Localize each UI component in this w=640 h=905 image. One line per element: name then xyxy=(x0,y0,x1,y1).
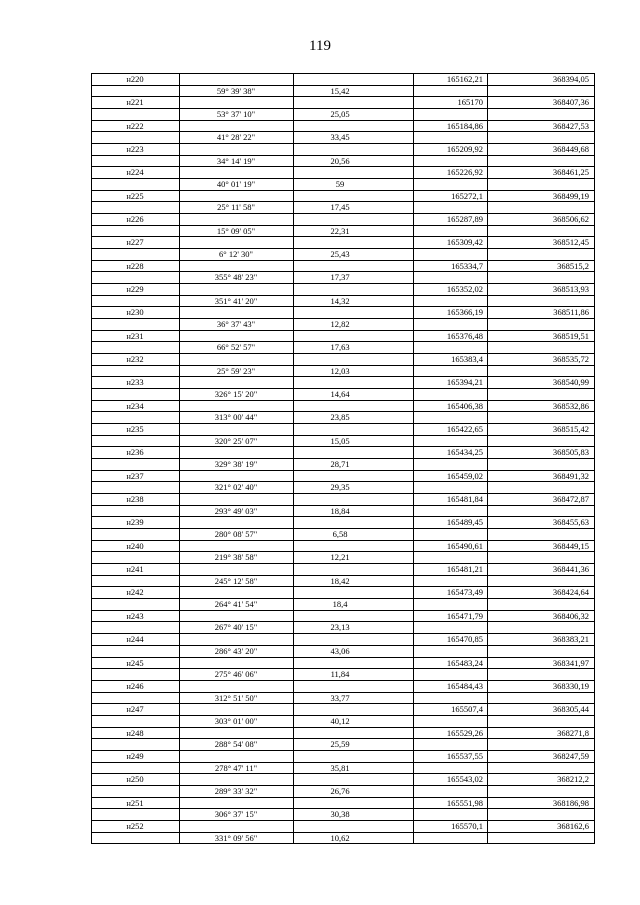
segment-length: 40,12 xyxy=(330,715,350,726)
segment-length: 18,84 xyxy=(330,505,350,516)
row-divider xyxy=(91,540,595,541)
row-divider xyxy=(91,738,595,739)
segment-length: 17,63 xyxy=(330,342,350,353)
segment-length: 43,06 xyxy=(330,645,350,656)
direction-angle: 355° 48' 23" xyxy=(214,272,258,283)
point-row xyxy=(91,447,595,458)
point-name: н248 xyxy=(126,727,144,738)
point-name: н250 xyxy=(126,774,144,785)
segment-row xyxy=(91,599,595,610)
row-divider xyxy=(91,85,595,86)
row-divider xyxy=(91,598,595,599)
segment-length: 15,42 xyxy=(330,85,350,96)
point-name: н251 xyxy=(126,797,144,808)
x-coordinate: 165490,61 xyxy=(446,540,483,551)
point-name: н221 xyxy=(126,97,144,108)
direction-angle: 320° 25' 07" xyxy=(214,435,258,446)
direction-angle: 59° 39' 38" xyxy=(216,85,256,96)
segment-length: 14,64 xyxy=(330,389,350,400)
x-coordinate: 165209,92 xyxy=(446,144,483,155)
point-row xyxy=(91,494,595,505)
row-divider xyxy=(91,551,595,552)
y-coordinate: 368506,62 xyxy=(552,214,589,225)
row-divider xyxy=(91,201,595,202)
direction-angle: 306° 37' 15" xyxy=(214,809,258,820)
row-divider xyxy=(91,353,595,354)
segment-length: 29,35 xyxy=(330,482,350,493)
x-coordinate: 165434,25 xyxy=(446,447,483,458)
coordinates-table xyxy=(91,73,595,844)
segment-row xyxy=(91,739,595,750)
segment-length: 33,77 xyxy=(330,692,350,703)
direction-angle: 267° 40' 15" xyxy=(214,622,258,633)
point-name: н235 xyxy=(126,424,144,435)
page-number: 119 xyxy=(309,38,331,54)
y-coordinate: 368407,36 xyxy=(552,97,589,108)
x-coordinate: 165537,55 xyxy=(446,750,483,761)
row-divider xyxy=(91,727,595,728)
row-divider xyxy=(91,645,595,646)
point-row xyxy=(91,144,595,155)
point-row xyxy=(91,821,595,832)
point-row xyxy=(91,97,595,108)
point-name: н241 xyxy=(126,564,144,575)
segment-row xyxy=(91,482,595,493)
direction-angle: 15° 09' 05" xyxy=(216,225,256,236)
y-coordinate: 368406,32 xyxy=(552,610,589,621)
segment-row xyxy=(91,786,595,797)
segment-length: 14,32 xyxy=(330,295,350,306)
direction-angle: 275° 46' 06" xyxy=(214,669,258,680)
x-coordinate: 165366,19 xyxy=(446,307,483,318)
point-row xyxy=(91,424,595,435)
column-divider xyxy=(91,73,92,843)
segment-length: 15,05 xyxy=(330,435,350,446)
point-row xyxy=(91,728,595,739)
direction-angle: 331° 09' 56" xyxy=(214,832,258,843)
row-divider xyxy=(91,458,595,459)
segment-row xyxy=(91,132,595,143)
point-name: н230 xyxy=(126,307,144,318)
point-name: н237 xyxy=(126,470,144,481)
segment-row xyxy=(91,109,595,120)
y-coordinate: 368511,86 xyxy=(553,307,589,318)
row-divider xyxy=(91,528,595,529)
row-divider xyxy=(91,283,595,284)
segment-length: 23,13 xyxy=(330,622,350,633)
point-name: н236 xyxy=(126,447,144,458)
direction-angle: 40° 01' 19" xyxy=(216,179,256,190)
segment-row xyxy=(91,319,595,330)
point-name: н234 xyxy=(126,400,144,411)
row-divider xyxy=(91,411,595,412)
point-name: н232 xyxy=(126,354,144,365)
x-coordinate: 165481,21 xyxy=(446,564,483,575)
point-name: н252 xyxy=(126,820,144,831)
segment-length: 18,4 xyxy=(332,599,348,610)
segment-row xyxy=(91,716,595,727)
segment-length: 35,81 xyxy=(330,762,350,773)
row-divider xyxy=(91,493,595,494)
point-name: н222 xyxy=(126,120,144,131)
point-row xyxy=(91,587,595,598)
point-row xyxy=(91,307,595,318)
direction-angle: 264° 41' 54" xyxy=(214,599,258,610)
point-name: н249 xyxy=(126,750,144,761)
direction-angle: 326° 15' 20" xyxy=(214,389,258,400)
row-divider xyxy=(91,341,595,342)
point-row xyxy=(91,237,595,248)
row-divider xyxy=(91,260,595,261)
row-divider xyxy=(91,516,595,517)
segment-length: 33,45 xyxy=(330,132,350,143)
row-divider xyxy=(91,120,595,121)
segment-length: 20,56 xyxy=(330,155,350,166)
point-name: н225 xyxy=(126,190,144,201)
segment-length: 18,42 xyxy=(330,575,350,586)
point-row xyxy=(91,634,595,645)
x-coordinate: 165422,65 xyxy=(446,424,483,435)
row-divider xyxy=(91,423,595,424)
row-divider xyxy=(91,155,595,156)
direction-angle: 53° 37' 10" xyxy=(216,109,256,119)
point-name: н243 xyxy=(126,610,144,621)
y-coordinate: 368424,64 xyxy=(552,587,589,598)
segment-length: 25,43 xyxy=(330,249,350,260)
y-coordinate: 368427,53 xyxy=(552,120,589,131)
point-name: н231 xyxy=(126,330,144,341)
point-name: н247 xyxy=(126,704,144,715)
y-coordinate: 368449,68 xyxy=(552,144,589,155)
segment-length: 25,59 xyxy=(330,739,350,750)
point-row xyxy=(91,354,595,365)
row-divider xyxy=(91,680,595,681)
segment-length: 25,05 xyxy=(330,109,350,119)
segment-length: 30,38 xyxy=(330,809,350,820)
y-coordinate: 368540,99 xyxy=(552,377,589,388)
row-divider xyxy=(91,563,595,564)
point-name: н240 xyxy=(126,540,144,551)
y-coordinate: 368499,19 xyxy=(552,190,589,201)
direction-angle: 303° 01' 00" xyxy=(214,715,258,726)
row-divider xyxy=(91,715,595,716)
row-divider xyxy=(91,248,595,249)
segment-length: 59 xyxy=(335,179,345,190)
point-row xyxy=(91,377,595,388)
segment-row xyxy=(91,412,595,423)
row-divider xyxy=(91,108,595,109)
y-coordinate: 368247,59 xyxy=(552,750,589,761)
y-coordinate: 368212,2 xyxy=(557,774,589,785)
x-coordinate: 165529,26 xyxy=(446,727,483,738)
x-coordinate: 165376,48 xyxy=(446,330,483,341)
x-coordinate: 165309,42 xyxy=(446,237,483,248)
row-divider xyxy=(91,610,595,611)
segment-length: 22,31 xyxy=(330,225,350,236)
segment-row xyxy=(91,389,595,400)
y-coordinate: 368162,6 xyxy=(557,820,589,831)
y-coordinate: 368505,83 xyxy=(552,447,589,458)
y-coordinate: 368515,42 xyxy=(552,424,589,435)
row-divider xyxy=(91,481,595,482)
x-coordinate: 165470,85 xyxy=(446,634,483,645)
direction-angle: 293° 49' 03" xyxy=(214,505,258,516)
row-divider xyxy=(91,330,595,331)
point-name: н227 xyxy=(126,237,144,248)
row-divider xyxy=(91,832,595,833)
point-name: н224 xyxy=(126,167,144,178)
column-divider xyxy=(179,73,180,843)
segment-row xyxy=(91,833,595,844)
point-row xyxy=(91,214,595,225)
direction-angle: 219° 38' 58" xyxy=(214,552,258,563)
y-coordinate: 368472,87 xyxy=(552,494,589,505)
row-divider xyxy=(91,797,595,798)
direction-angle: 286° 43' 20" xyxy=(214,645,258,656)
y-coordinate: 368519,51 xyxy=(552,330,589,341)
x-coordinate: 165507,4 xyxy=(451,704,483,715)
x-coordinate: 165170 xyxy=(457,97,483,108)
direction-angle: 25° 59' 23" xyxy=(216,365,256,376)
segment-length: 26,76 xyxy=(330,785,350,796)
x-coordinate: 165226,92 xyxy=(446,167,483,178)
row-divider xyxy=(91,271,595,272)
row-divider xyxy=(91,190,595,191)
direction-angle: 329° 38' 19" xyxy=(214,459,258,470)
segment-row xyxy=(91,529,595,540)
row-divider xyxy=(91,657,595,658)
point-name: н245 xyxy=(126,657,144,668)
y-coordinate: 368394,05 xyxy=(552,74,589,84)
x-coordinate: 165383,4 xyxy=(451,354,483,365)
segment-length: 23,85 xyxy=(330,412,350,423)
row-divider xyxy=(91,178,595,179)
point-name: н233 xyxy=(126,377,144,388)
y-coordinate: 368513,93 xyxy=(552,284,589,295)
point-row xyxy=(91,681,595,692)
point-row xyxy=(91,704,595,715)
direction-angle: 6° 12' 30" xyxy=(219,249,253,260)
segment-row xyxy=(91,646,595,657)
x-coordinate: 165272,1 xyxy=(451,190,483,201)
point-name: н242 xyxy=(126,587,144,598)
x-coordinate: 165334,7 xyxy=(451,260,483,271)
y-coordinate: 368512,45 xyxy=(552,237,589,248)
point-row xyxy=(91,751,595,762)
row-divider xyxy=(91,773,595,774)
point-row xyxy=(91,517,595,528)
row-divider xyxy=(91,318,595,319)
direction-angle: 245° 12' 58" xyxy=(214,575,258,586)
row-divider xyxy=(91,668,595,669)
row-divider xyxy=(91,575,595,576)
point-row xyxy=(91,167,595,178)
segment-length: 6,58 xyxy=(332,529,348,540)
segment-row xyxy=(91,342,595,353)
column-divider xyxy=(487,73,488,843)
x-coordinate: 165484,43 xyxy=(446,680,483,691)
segment-length: 17,37 xyxy=(330,272,350,283)
y-coordinate: 368341,97 xyxy=(552,657,589,668)
row-divider xyxy=(91,785,595,786)
point-name: н229 xyxy=(126,284,144,295)
point-row xyxy=(91,774,595,785)
row-divider xyxy=(91,213,595,214)
row-divider xyxy=(91,586,595,587)
row-divider xyxy=(91,446,595,447)
x-coordinate: 165406,38 xyxy=(446,400,483,411)
row-divider xyxy=(91,762,595,763)
x-coordinate: 165162,21 xyxy=(446,74,483,84)
y-coordinate: 368515,2 xyxy=(557,260,589,271)
row-divider xyxy=(91,295,595,296)
x-coordinate: 165551,98 xyxy=(446,797,483,808)
direction-angle: 280° 08' 57" xyxy=(214,529,258,540)
y-coordinate: 368535,72 xyxy=(552,354,589,365)
y-coordinate: 368441,36 xyxy=(552,564,589,575)
segment-length: 10,62 xyxy=(330,832,350,843)
point-name: н228 xyxy=(126,260,144,271)
y-coordinate: 368383,21 xyxy=(552,634,589,645)
direction-angle: 41° 28' 22" xyxy=(216,132,256,143)
point-name: н246 xyxy=(126,680,144,691)
row-divider xyxy=(91,703,595,704)
segment-row xyxy=(91,179,595,190)
direction-angle: 351° 41' 20" xyxy=(214,295,258,306)
y-coordinate: 368305,44 xyxy=(552,704,589,715)
segment-row xyxy=(91,622,595,633)
point-name: н238 xyxy=(126,494,144,505)
row-divider xyxy=(91,73,595,74)
row-divider xyxy=(91,166,595,167)
row-divider xyxy=(91,306,595,307)
row-divider xyxy=(91,435,595,436)
column-divider xyxy=(413,73,414,843)
x-coordinate: 165184,86 xyxy=(446,120,483,131)
segment-length: 12,21 xyxy=(330,552,350,563)
column-divider xyxy=(293,73,294,843)
row-divider xyxy=(91,692,595,693)
row-divider xyxy=(91,376,595,377)
row-divider xyxy=(91,400,595,401)
y-coordinate: 368186,98 xyxy=(552,797,589,808)
segment-row xyxy=(91,693,595,704)
y-coordinate: 368461,25 xyxy=(552,167,589,178)
direction-angle: 289° 33' 32" xyxy=(214,785,258,796)
x-coordinate: 165459,02 xyxy=(446,470,483,481)
x-coordinate: 165473,49 xyxy=(446,587,483,598)
row-divider xyxy=(91,96,595,97)
x-coordinate: 165471,79 xyxy=(446,610,483,621)
segment-length: 17,45 xyxy=(330,202,350,213)
row-divider xyxy=(91,621,595,622)
point-name: н244 xyxy=(126,634,144,645)
x-coordinate: 165543,02 xyxy=(446,774,483,785)
x-coordinate: 165352,02 xyxy=(446,284,483,295)
y-coordinate: 368330,19 xyxy=(552,680,589,691)
point-name: н223 xyxy=(126,144,144,155)
segment-length: 28,71 xyxy=(330,459,350,470)
segment-row xyxy=(91,272,595,283)
row-divider xyxy=(91,750,595,751)
point-row xyxy=(91,658,595,669)
point-row xyxy=(91,74,595,85)
point-row xyxy=(91,564,595,575)
direction-angle: 288° 54' 08" xyxy=(214,739,258,750)
column-divider xyxy=(594,73,595,843)
x-coordinate: 165483,24 xyxy=(446,657,483,668)
segment-length: 12,82 xyxy=(330,319,350,330)
x-coordinate: 165481,84 xyxy=(446,494,483,505)
direction-angle: 25° 11' 58" xyxy=(217,202,255,213)
point-name: н239 xyxy=(126,517,144,528)
segment-row xyxy=(91,459,595,470)
segment-row xyxy=(91,552,595,563)
x-coordinate: 165287,89 xyxy=(446,214,483,225)
y-coordinate: 368271,8 xyxy=(557,727,589,738)
x-coordinate: 165570,1 xyxy=(451,820,483,831)
segment-row xyxy=(91,669,595,680)
direction-angle: 34° 14' 19" xyxy=(216,155,256,166)
segment-row xyxy=(91,202,595,213)
direction-angle: 321° 02' 40" xyxy=(214,482,258,493)
row-divider xyxy=(91,131,595,132)
direction-angle: 36° 37' 43" xyxy=(216,319,256,330)
x-coordinate: 165394,21 xyxy=(446,377,483,388)
direction-angle: 66° 52' 57" xyxy=(216,342,256,353)
segment-row xyxy=(91,86,595,97)
segment-length: 11,84 xyxy=(330,669,350,680)
direction-angle: 312° 51' 50" xyxy=(214,692,258,703)
segment-row xyxy=(91,809,595,820)
direction-angle: 278° 47' 11" xyxy=(214,762,258,773)
segment-row xyxy=(91,763,595,774)
point-name: н220 xyxy=(126,74,144,84)
row-divider xyxy=(91,225,595,226)
row-divider xyxy=(91,505,595,506)
point-row xyxy=(91,798,595,809)
row-divider xyxy=(91,388,595,389)
row-divider xyxy=(91,808,595,809)
y-coordinate: 368449,15 xyxy=(552,540,589,551)
row-divider xyxy=(91,843,595,844)
segment-row xyxy=(91,249,595,260)
row-divider xyxy=(91,143,595,144)
row-divider xyxy=(91,633,595,634)
row-divider xyxy=(91,365,595,366)
point-row xyxy=(91,284,595,295)
row-divider xyxy=(91,820,595,821)
y-coordinate: 368491,32 xyxy=(552,470,589,481)
row-divider xyxy=(91,236,595,237)
row-divider xyxy=(91,470,595,471)
direction-angle: 313° 00' 44" xyxy=(214,412,258,423)
point-name: н226 xyxy=(126,214,144,225)
y-coordinate: 368532,86 xyxy=(552,400,589,411)
x-coordinate: 165489,45 xyxy=(446,517,483,528)
y-coordinate: 368455,63 xyxy=(552,517,589,528)
segment-length: 12,03 xyxy=(330,365,350,376)
